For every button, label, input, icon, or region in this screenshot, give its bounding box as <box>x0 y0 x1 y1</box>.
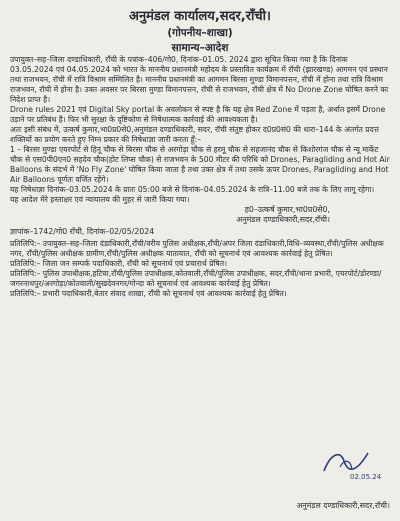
copy-4: प्रतिलिपि:– प्रभारी पदाधिकारी,बेतार संवाद शाखा, राँची को सूचनार्थ एवं आवश्यक कार्रवाई हेतु प्रेषित। <box>10 289 287 299</box>
paragraph-4: 1 – बिरसा मुण्डा एयरपोर्ट से हिनू चौक से बिरसा चौक से अरगोड़ा चौक से हरमू चौक से सहजानंद चौक से किशोरगंज चौक से न्यू मार्केट चौक से एस0पी0एन0 सहदेव चौक(होट लिप्स चौक) से राजभवन के 500 मीटर की परिधि को Drones, Paragliding and Hot Air Balloons के संदर्भ में 'No Fly Zone' घोषित किया जाता है तथा उक्त क्षेत्र में तथा उसके ऊपर Drones, Paragliding and Hot Air Balloons पूर्णतः वर्जित रहेंगे। <box>10 145 390 185</box>
footer-title: अनुमंडल दण्डाधिकारी,सदर,राँची। <box>296 501 390 510</box>
paragraph-6: यह आदेश मेरे हस्ताक्षर एवं न्यायालय की मुहर से जारी किया गया। <box>10 195 190 205</box>
paragraph-1: उपायुक्त–सह–जिला दण्डाधिकारी, राँची के पत्रांक–406/गो0, दिनांक–01.05. 2024 द्वारा सूचित किया गया है कि दिनांक 03.05.2024 एवं 04.05.2024 को भारत के माननीय प्रधानमंत्री महोदय के प्रस्तावित कार्यक्रम में रॉची (झारखण्ड) आगमन एवं प्रस्थान तथा राजभवन, रॉची में रात्रि विश्राम सम्मिलित है। माननीय प्रधानमंत्री का आगमन बिरसा मुण्डा विमानपत्तन, रॉची में होना तथा रात्रि विश्राम राजभवन, रॉची में होना है। उक्त अवसर पर बिरसा मुण्डा विमानपत्तन, रॉची से राजभवन, रॉची क्षेत्र में No Drone Zone घोषित करने का निदेश प्राप्त है। <box>10 55 389 105</box>
paragraph-3: अतः इसी संबंध में, उत्कर्ष कुमार,भा0प्र0से0,अनुमंडल दण्डाधिकारी, सदर, रॉची संतुष्ट होकर द0प्र0सं0 की धारा–144 के अंतर्गत प्रदत्त शक्तियों का प्रयोग करते हुए निम्न प्रकार की निषेधाज्ञा जारी करता हूँ:– <box>10 125 379 145</box>
reference-date: 02/05/2024 <box>109 227 155 237</box>
reference-office: /गो0 राँची, दिनांक– <box>53 227 110 237</box>
reference-row <box>0 227 400 237</box>
handwritten-signature-icon <box>316 441 382 483</box>
copy-3: प्रतिलिपि:– पुलिस उपाधीक्षक,हटिया,राँची/पुलिस उपाधीक्षक,कोतवाली,राँची/पुलिस उपाधीक्षक, सदर,राँची/थाना प्रभारी, एयरपोर्ट/डोरण्डा/जगरनाथपुर/अरगोड़ा/कोतवाली/सुखदेवनगर/गोन्दा को सूचनार्थ एवं आवश्यक कार्रवाई हेतु प्रेषित। <box>10 269 382 289</box>
branch-title: (गोपनीय–शाखा) <box>167 27 233 39</box>
reference-number: 1742 <box>33 227 54 237</box>
copy-2: प्रतिलिपि:– जिला जन सम्पर्क पदाधिकारी, राँची को सूचनार्थ एवं प्रचारार्थ प्रेषित। <box>10 259 227 269</box>
signature-date: 02.05.24 <box>350 473 382 481</box>
reference-label: ज्ञापांक– <box>10 227 34 237</box>
copy-1: प्रतिलिपि:– उपायुक्त–सह–जिला दंडाधिकारी,राँची/वरीय पुलिस अधीक्षक,राँची/अपर जिला दंडाधिकारी,विधि–व्यवस्था,राँची/पुलिस अधीक्षक नगर, राँची/पुलिस अधीक्षक ग्रामीण,राँची/पुलिस अधीक्षक यातायात, राँची को सूचनार्थ एवं आवश्यक कार्रवाई हेतु प्रेषित। <box>10 239 384 259</box>
paragraph-2: Drone rules 2021 एवं Digital Sky portal के अवलोकन से स्पष्ट है कि यह क्षेत्र Red Zone में पड़ता है, अर्थात इसमें Drone उड़ाने पर प्रतिबंध है। फिर भी सुरक्षा के दृष्टिकोण से निषेधात्मक कार्रवाई की आवश्यकता है। <box>10 105 386 125</box>
signature-title: अनुमंडल दण्डाधिकारी,सदर,राँची। <box>236 215 330 225</box>
office-title: अनुमंडल कार्यालय,सदर,राँची। <box>129 9 271 24</box>
order-title: सामान्य–आदेश <box>171 42 229 54</box>
signature-name: ह0–उत्कर्ष कुमार,भा0प्र0से0, <box>244 205 330 215</box>
paragraph-5: यह निषेधाज्ञा दिनांक–03.05.2024 के प्रातः 05:00 बजे से दिनांक–04.05.2024 के रात्रि–11.00 बजे तक के लिए लागू रहेगा। <box>10 185 375 195</box>
